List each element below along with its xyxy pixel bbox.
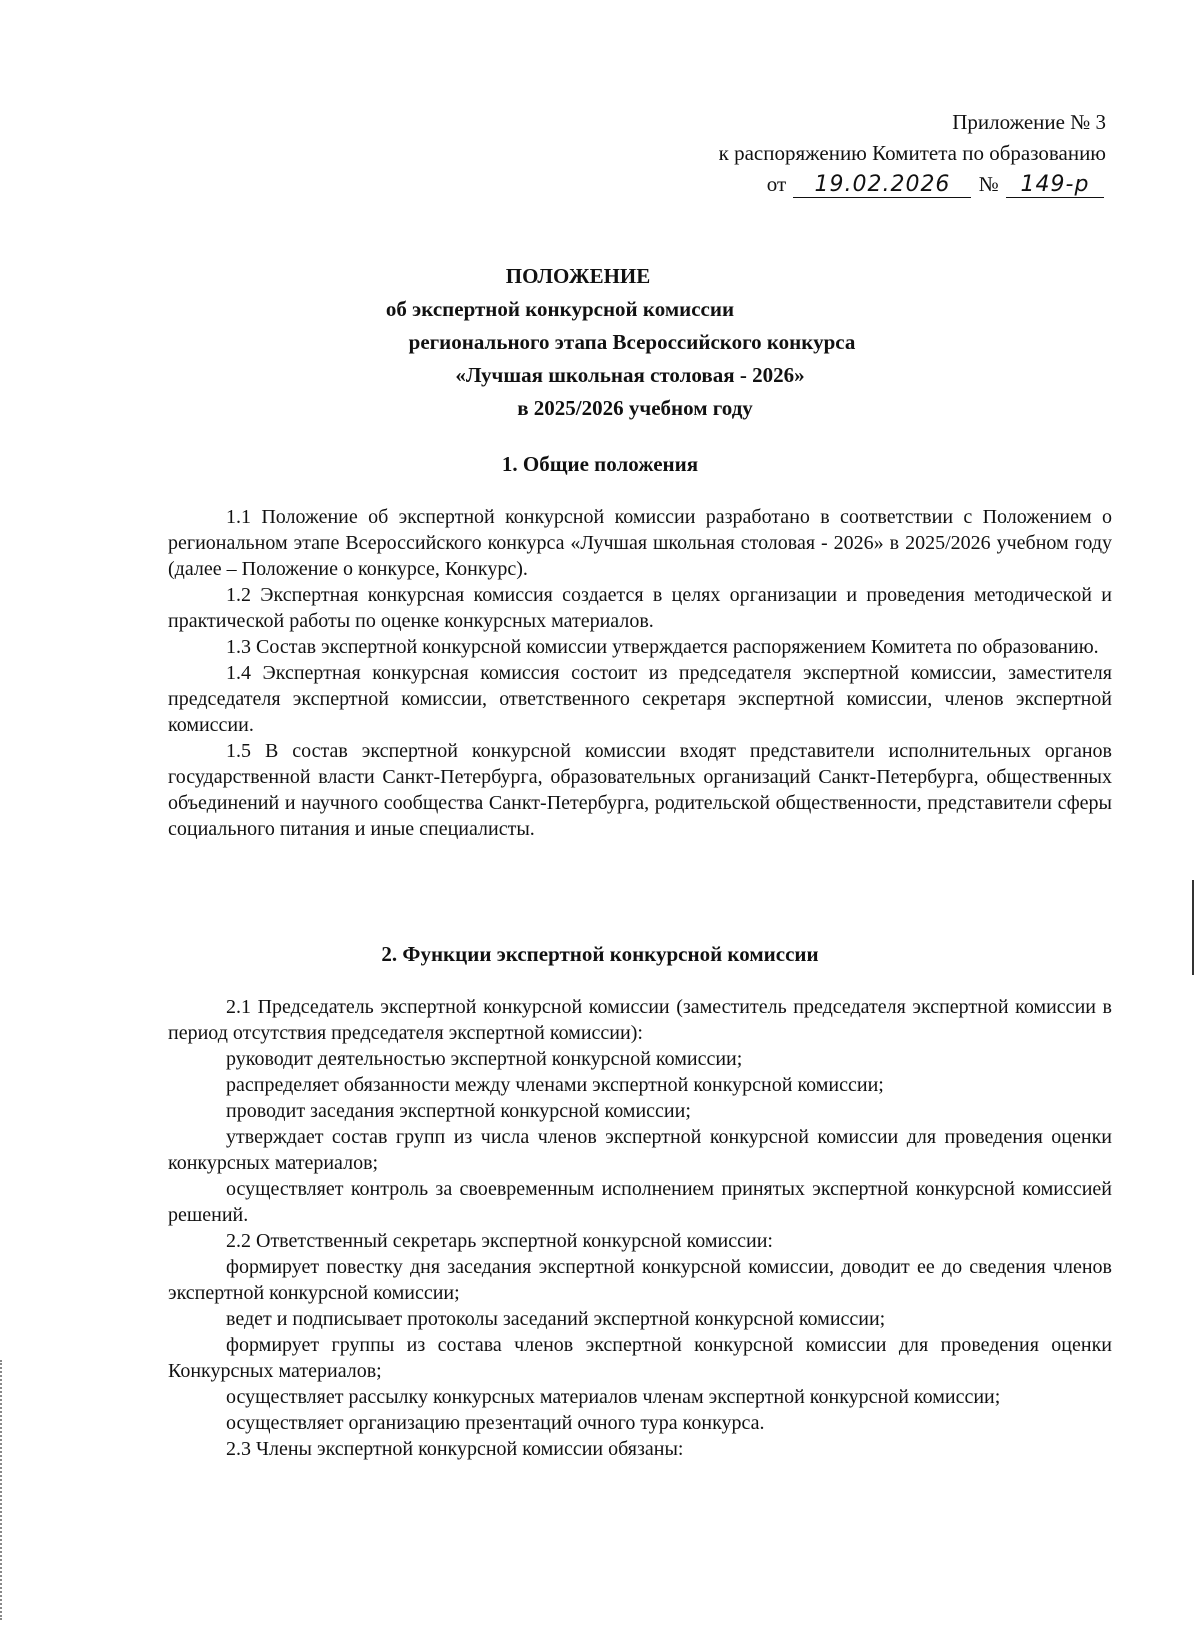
section-2-body (168, 994, 1112, 1462)
section-1-body (168, 504, 1112, 842)
paragraph-2-2-c: формирует группы из состава членов экспертной конкурсной комиссии для проведения оценки Конкурсных материалов; (168, 1334, 1112, 1382)
paragraph-2-1-b: распределяет обязанности между членами экспертной конкурсной комиссии; (226, 1074, 884, 1096)
title-line-2: об экспертной конкурсной комиссии (385, 297, 735, 321)
appendix-line-1: Приложение № 3 (952, 110, 1106, 134)
paragraph-2-1: 2.1 Председатель экспертной конкурсной комиссии (заместитель председателя экспертной комиссии в период отсутствия председателя экспертной комиссии): (168, 996, 1112, 1044)
paragraph-2-1-e: осуществляет контроль за своевременным исполнением принятых экспертной конкурсной комиссией решений. (168, 1178, 1112, 1226)
paragraph-1-1: 1.1 Положение об экспертной конкурсной комиссии разработано в соответствии с Положением о региональном этапе Всероссийского конкурса «Лучшая школьная столовая - 2026» в 2025/2026 учебном году (далее – Положение о конкурсе, Конкурс). (168, 506, 1112, 580)
title-line-3: регионального этапа Всероссийского конкурса (408, 330, 856, 354)
scan-margin-marks (0, 1360, 8, 1620)
title-line-5: в 2025/2026 учебном году (517, 396, 753, 420)
paragraph-2-1-a: руководит деятельностью экспертной конкурсной комиссии; (226, 1048, 743, 1070)
document-title (0, 260, 1200, 425)
paragraph-2-2-e: осуществляет организацию презентаций очного тура конкурса. (226, 1412, 765, 1434)
section-1-heading: 1. Общие положения (501, 452, 699, 476)
paragraph-1-4: 1.4 Экспертная конкурсная комиссия состоит из председателя экспертной комиссии, заместителя председателя экспертной комиссии, ответственного секретаря экспертной комиссии, членов экспертной комиссии. (168, 662, 1112, 736)
paragraph-2-3: 2.3 Члены экспертной конкурсной комиссии обязаны: (226, 1438, 684, 1460)
paragraph-2-2: 2.2 Ответственный секретарь экспертной конкурсной комиссии: (226, 1230, 773, 1252)
title-line-1: ПОЛОЖЕНИЕ (505, 264, 651, 288)
scan-edge-mark (1192, 880, 1194, 975)
paragraph-2-2-a: формирует повестку дня заседания экспертной конкурсной комиссии, доводит ее до сведения членов экспертной конкурсной комиссии; (168, 1256, 1112, 1304)
handwritten-date: 19.02.2026 (793, 173, 971, 198)
appendix-date-line (626, 169, 1106, 200)
from-label: от (766, 172, 787, 196)
paragraph-1-2: 1.2 Экспертная конкурсная комиссия создается в целях организации и проведения методической и практической работы по оценке конкурсных материалов. (168, 584, 1112, 632)
title-line-4: «Лучшая школьная столовая - 2026» (455, 363, 805, 387)
paragraph-2-1-c: проводит заседания экспертной конкурсной комиссии; (226, 1100, 691, 1122)
number-label: № (978, 172, 999, 196)
appendix-line-2: к распоряжению Комитета по образованию (718, 141, 1106, 165)
paragraph-2-1-d: утверждает состав групп из числа членов экспертной конкурсной комиссии для проведения оценки конкурсных материалов; (168, 1126, 1112, 1174)
paragraph-2-2-d: осуществляет рассылку конкурсных материалов членам экспертной конкурсной комиссии; (226, 1386, 1001, 1408)
section-2-heading: 2. Функции экспертной конкурсной комиссии (381, 942, 819, 966)
paragraph-1-3: 1.3 Состав экспертной конкурсной комиссии утверждается распоряжением Комитета по образованию. (226, 636, 1099, 658)
paragraph-1-5: 1.5 В состав экспертной конкурсной комиссии входят представители исполнительных органов государственной власти Санкт-Петербурга, образовательных организаций Санкт-Петербурга, общественных объединений и научного сообщества Санкт-Петербурга, родительской общественности, представители сферы социального питания и иные специалисты. (168, 740, 1112, 840)
appendix-header (626, 107, 1106, 200)
handwritten-number: 149-р (1006, 173, 1104, 198)
paragraph-2-2-b: ведет и подписывает протоколы заседаний экспертной конкурсной комиссии; (226, 1308, 886, 1330)
